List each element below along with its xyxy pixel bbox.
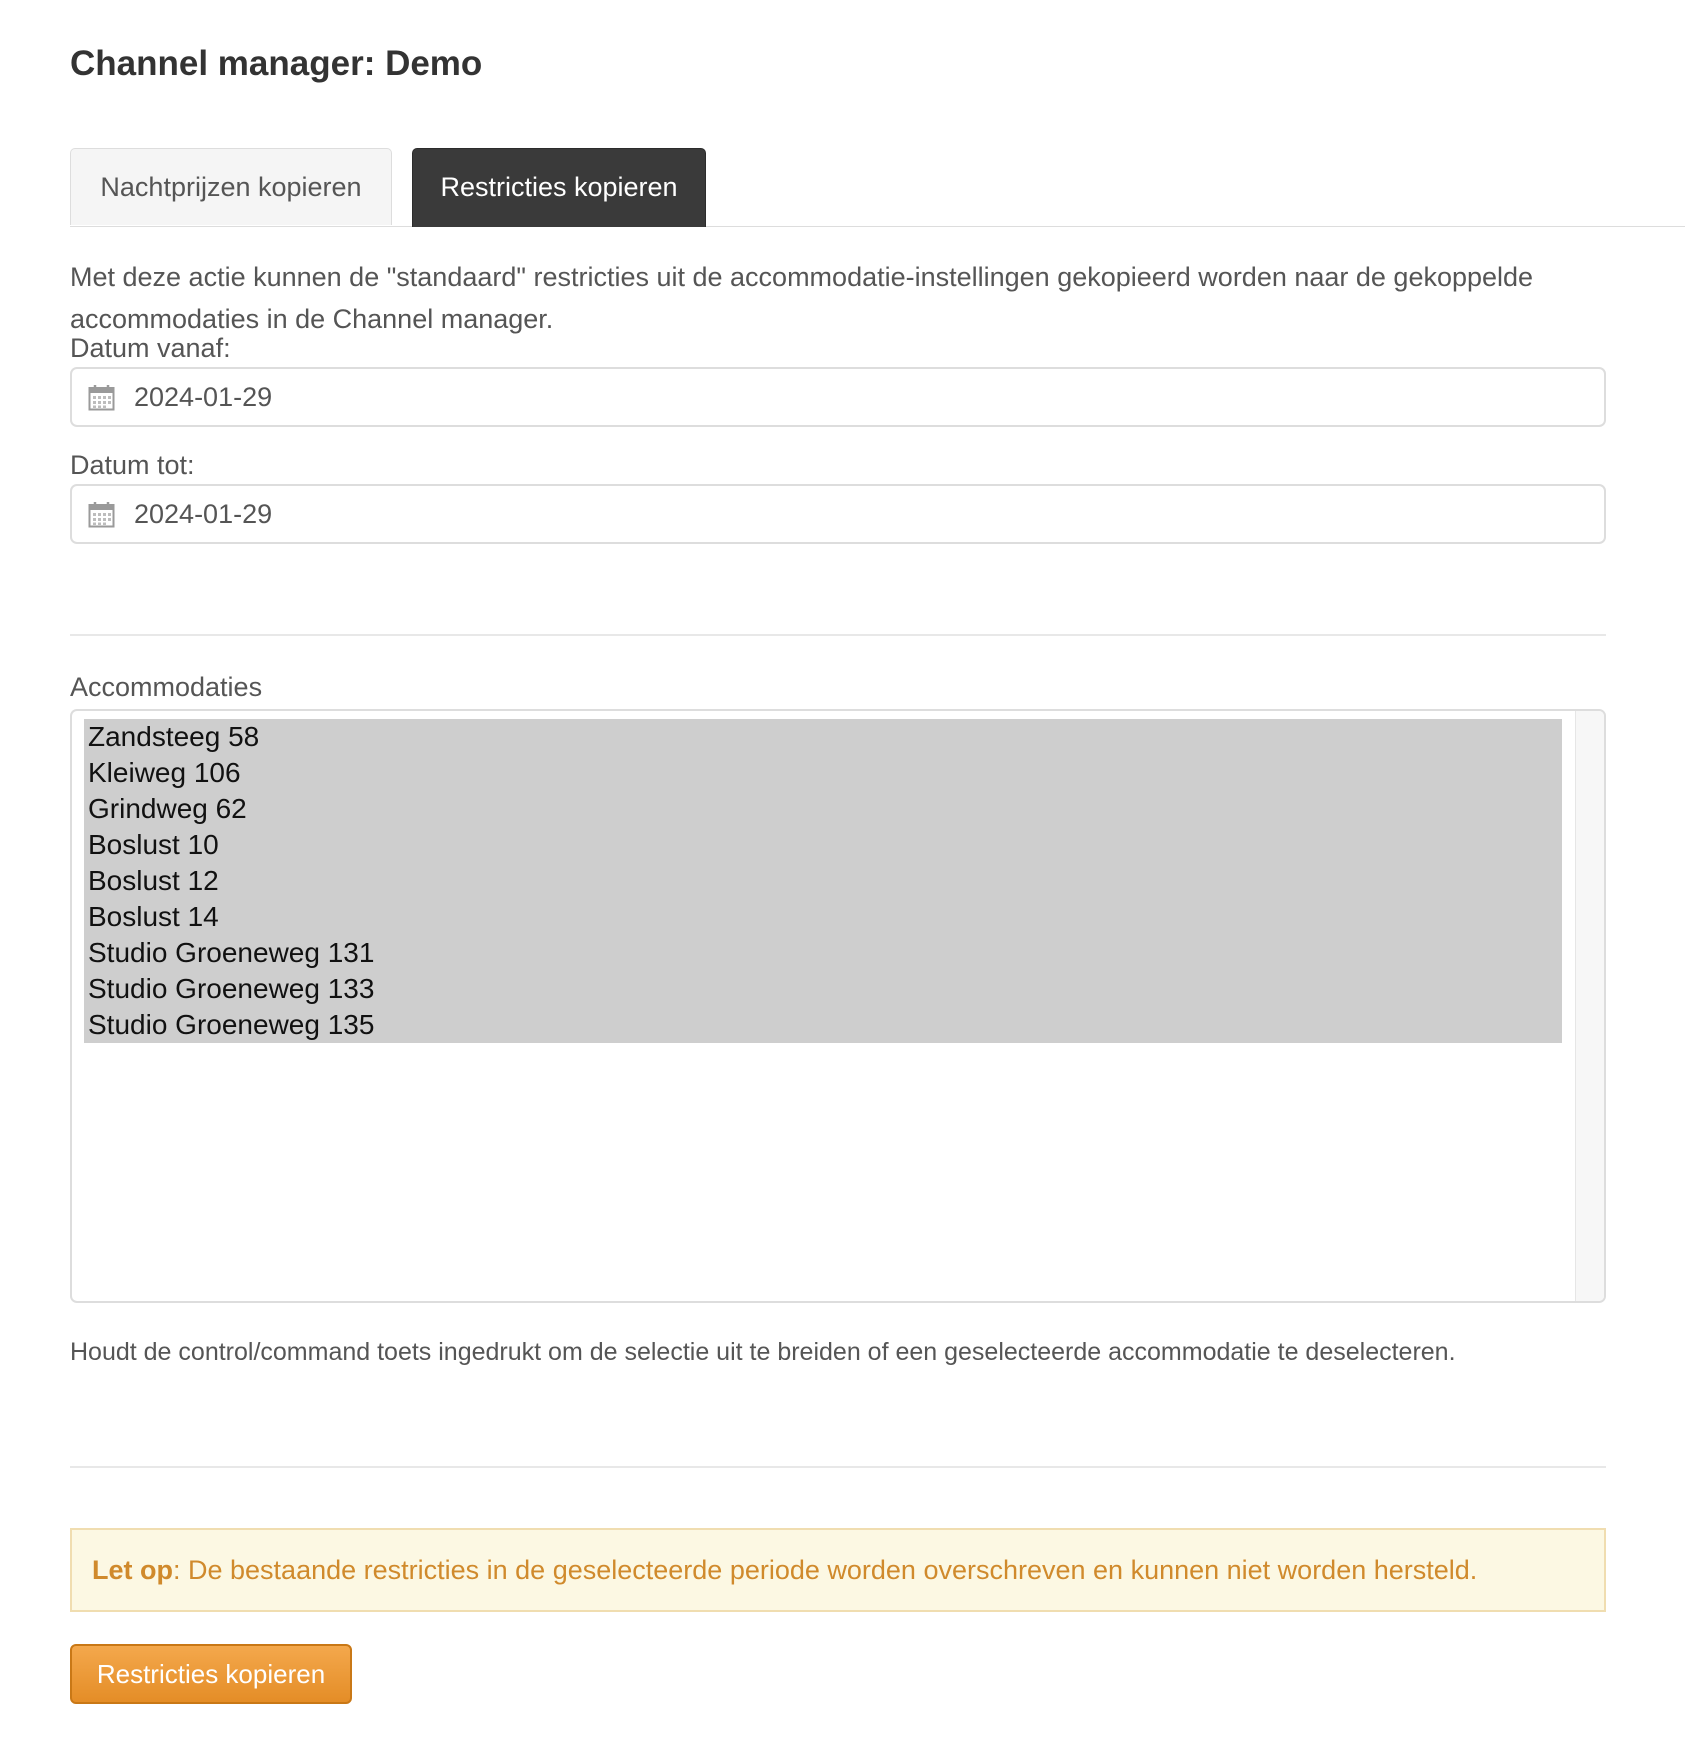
date-to-label: Datum tot: bbox=[70, 450, 195, 480]
list-option[interactable]: Studio Groeneweg 133 bbox=[84, 971, 1562, 1007]
warning-alert bbox=[70, 1528, 1606, 1612]
list-option[interactable]: Studio Groeneweg 131 bbox=[84, 935, 1562, 971]
warning-prefix: Let op bbox=[92, 1555, 173, 1585]
tab-nachtprijzen-kopieren[interactable]: Nachtprijzen kopieren bbox=[70, 148, 392, 225]
accommodations-options bbox=[84, 719, 1562, 1043]
page-title: Channel manager: Demo bbox=[70, 44, 483, 83]
accommodations-label: Accommodaties bbox=[70, 672, 263, 702]
selection-help-text: Houdt de control/command toets ingedrukt om de selectie uit te breiden of een geselecteerde accommodatie te deselecteren. bbox=[70, 1338, 1456, 1366]
calendar-icon[interactable] bbox=[88, 501, 115, 528]
listbox-scrollbar[interactable] bbox=[1575, 711, 1604, 1301]
date-to-field[interactable] bbox=[70, 484, 1606, 544]
list-option[interactable]: Boslust 12 bbox=[84, 863, 1562, 899]
list-option[interactable]: Kleiweg 106 bbox=[84, 755, 1562, 791]
section-divider bbox=[70, 1466, 1606, 1468]
date-from-label: Datum vanaf: bbox=[70, 333, 231, 363]
list-option[interactable]: Boslust 10 bbox=[84, 827, 1562, 863]
copy-restrictions-button[interactable]: Restricties kopieren bbox=[70, 1644, 352, 1704]
date-from-input[interactable] bbox=[130, 375, 1578, 419]
tab-restricties-kopieren[interactable]: Restricties kopieren bbox=[412, 148, 706, 227]
accommodations-multiselect[interactable] bbox=[70, 709, 1606, 1303]
list-option[interactable]: Zandsteeg 58 bbox=[84, 719, 1562, 755]
calendar-icon[interactable] bbox=[88, 384, 115, 411]
warning-message: : De bestaande restricties in de geselecteerde periode worden overschreven en kunnen niet worden hersteld. bbox=[173, 1555, 1478, 1585]
list-option[interactable]: Boslust 14 bbox=[84, 899, 1562, 935]
date-to-input[interactable] bbox=[130, 492, 1578, 536]
description-text: Met deze actie kunnen de "standaard" restricties uit de accommodatie-instellingen gekopieerd worden naar de gekoppelde accommodaties in de Channel manager. bbox=[70, 262, 1534, 334]
section-divider bbox=[70, 634, 1606, 636]
list-option[interactable]: Grindweg 62 bbox=[84, 791, 1562, 827]
date-from-field[interactable] bbox=[70, 367, 1606, 427]
tab-bar bbox=[70, 148, 1685, 227]
list-option[interactable]: Studio Groeneweg 135 bbox=[84, 1007, 1562, 1043]
